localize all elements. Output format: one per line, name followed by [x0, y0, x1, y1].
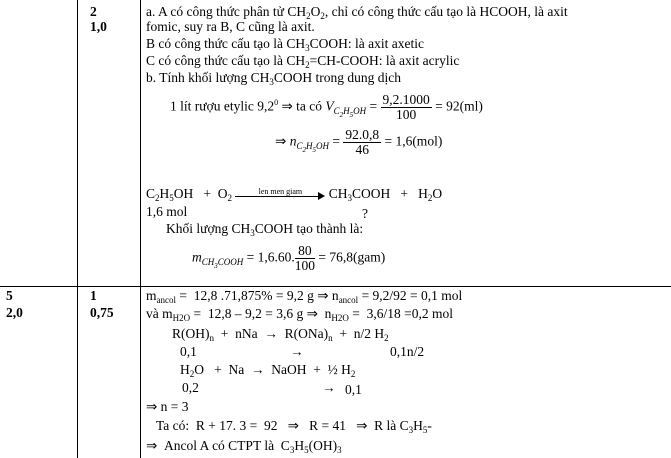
answer-line-c-formula: C có công thức cấu tạo là $CH_2=CH$-COOH: là axit acrylic [146, 53, 460, 70]
mass-title: Khối lượng $CH_3COOH$ tạo thành là: [166, 221, 364, 238]
volume-fraction: $\frac{9,2.1000}{100}$ [382, 92, 430, 122]
question-5-sub-number: 1 [90, 288, 97, 303]
answer-line-a2: fomic, suy ra B, C cũng là axit. [146, 19, 315, 34]
answer-line-n-result: ⇒ n = 3 [146, 399, 189, 414]
reaction-alcohol-sodium: $R(OH)_n$ + nNa → $R(ONa)_n + n/2$ $H_2$ [172, 326, 389, 343]
table-border-col1 [77, 0, 78, 458]
mass-fraction: $\frac{80}{100}$ [294, 243, 316, 273]
answer-line-a1: a. A có công thức phân tử $CH_2O_2$, chỉ có công thức cấu tạo là HCOOH, là axit [146, 4, 568, 21]
answer-line-water-mass: và $m_{H2O} = 12,8 - 9,2 = 3,6$ g ⇒ $n_{H2O} = 3,6/18 =0,2$ mol [146, 306, 454, 323]
question-5-number: 5 [6, 288, 13, 303]
question-5-total-points: 2,0 [6, 305, 23, 320]
reaction2-moles-right: 0,1 [345, 382, 362, 397]
equation-mass: $m_{CH_3COOH} = 1,6.60$. $\frac{80}{100}$ = 76,8(gam) [192, 243, 386, 273]
equation-moles: ⇒ $n_{C_2H_5OH}$ = $\frac{92.0,8}{46}$ = 1,6(mol) [275, 127, 443, 157]
answer-line-ancol-mass: $m_{ancol} = 12,8$ .71,875% = 9,2 g ⇒ $n_{ancol} = 9,2/92 = 0,1$ mol [146, 288, 463, 305]
reaction1-moles-arrow: → [290, 344, 304, 359]
reaction2-moles-left: 0,2 [182, 380, 199, 395]
reaction2-moles-arrow: → [322, 380, 336, 395]
reaction-fermentation: $C_2H_5OH + O_2$ len men giam $CH_3COOH + H_2O$ [146, 186, 443, 203]
answer-line-ta-co: Ta có: R + 17. 3 = 92 ⇒ R = 41 ⇒ R là $C_3H_5-$ [156, 418, 432, 435]
answer-line-b-title: b. Tính khối lượng $CH_3COOH$ trong dung dịch [146, 70, 401, 87]
reaction-water-sodium: $H_2O + Na$ → NaOH + ½ $H_2$ [180, 362, 356, 379]
reaction-moles-right: ? [362, 206, 368, 221]
answer-line-conclusion: ⇒ Ancol A có CTPT là $C_3H_5(OH)_3$ [146, 438, 342, 455]
question-5-sub-points: 0,75 [90, 305, 114, 320]
reaction1-moles-left: 0,1 [180, 344, 197, 359]
question-2-number: 2 [90, 4, 97, 19]
question-2-points: 1,0 [90, 19, 107, 34]
reaction1-moles-right: 0,1n/2 [390, 344, 425, 359]
table-row-divider [0, 286, 671, 287]
table-border-col2 [140, 0, 141, 458]
equation-volume: 1 lít rượu etylic $9,2^0$ ⇒ ta có $V_{C_2H_5OH}$ = $\frac{9,2.1000}{100}$ = 92(ml) [170, 92, 483, 122]
answer-line-b-formula: B có công thức cấu tạo là $CH_3COOH$: là axit axetic [146, 36, 424, 53]
moles-fraction: $\frac{92.0,8}{46}$ [345, 127, 380, 157]
reaction-arrow-icon: len men giam [235, 189, 325, 201]
reaction-moles-left: 1,6 mol [146, 204, 188, 219]
